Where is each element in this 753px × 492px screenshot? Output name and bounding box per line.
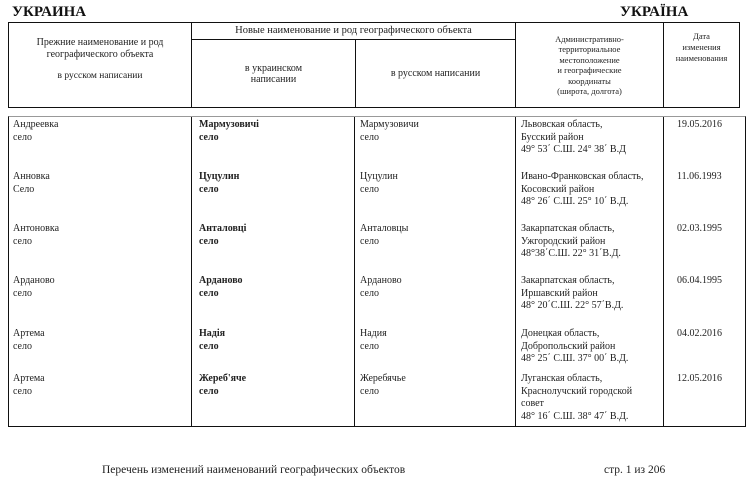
old-name-cell — [13, 223, 59, 248]
footer-title: Перечень изменений наименований географических объектов — [102, 464, 406, 476]
change-date: 02.03.1995 — [677, 223, 722, 234]
new-type-ru: село — [360, 183, 379, 195]
new-name-ua: Надія — [199, 328, 226, 339]
location-line: Добропольский район — [521, 340, 616, 352]
new-name-ru: Цуцулин — [360, 171, 398, 182]
header-old-sub: в русском написании — [57, 71, 143, 81]
old-type: село — [13, 385, 32, 397]
header-admin-line: координаты — [568, 75, 611, 86]
new-type-ru: село — [360, 131, 379, 143]
new-ua-cell — [199, 119, 259, 144]
new-name-ru: Арданово — [360, 275, 402, 286]
header-date-line: Дата — [693, 31, 710, 41]
new-name-ua: Жереб'яче — [199, 373, 247, 384]
old-name-cell — [13, 119, 58, 144]
header-new-name — [192, 23, 516, 107]
old-name: Анновка — [13, 171, 50, 182]
date-cell — [677, 275, 722, 288]
location-line: 48° 16΄ С.Ш. 38° 47΄ В.Д. — [521, 410, 629, 422]
location-cell — [521, 171, 643, 209]
new-name-ua: Цуцулин — [199, 171, 240, 182]
header-old-line1: Прежние наименование и род — [36, 37, 164, 48]
location-line: совет — [521, 398, 544, 409]
date-cell — [677, 223, 722, 236]
location-line: 48° 25΄ С.Ш. 37° 00΄ В.Д. — [521, 353, 629, 364]
new-ua-cell — [199, 171, 239, 196]
header-date — [664, 23, 739, 107]
location-line: Закарпатская область, — [521, 275, 615, 286]
new-ua-cell — [199, 328, 225, 353]
location-line: Иршавский район — [521, 287, 598, 299]
new-ru-cell — [360, 328, 387, 353]
date-cell — [677, 328, 722, 341]
new-type-ru: село — [360, 385, 379, 397]
header-admin-line: (широта, долгота) — [557, 86, 622, 96]
page-number: стр. 1 из 206 — [604, 464, 666, 476]
old-type: село — [13, 131, 32, 143]
old-name: Арданово — [13, 275, 55, 286]
location-line: Краснолучский городской — [521, 385, 633, 397]
old-type: село — [13, 235, 32, 247]
table-header — [8, 22, 740, 108]
location-cell — [521, 223, 621, 261]
date-cell — [677, 119, 722, 132]
new-ru-cell — [360, 275, 402, 300]
new-type-ua: село — [199, 183, 219, 195]
location-line: Бусский район — [521, 131, 584, 143]
new-type-ru: село — [360, 235, 379, 247]
new-ua-cell — [199, 373, 246, 398]
change-date: 12.05.2016 — [677, 373, 722, 384]
old-type: село — [13, 287, 32, 299]
new-ua-cell — [199, 275, 243, 300]
location-line: 48° 20΄С.Ш. 22° 57΄В.Д. — [521, 300, 624, 311]
location-cell — [521, 275, 623, 313]
location-line: Ужгородский район — [521, 235, 606, 247]
location-line: Луганская область, — [521, 373, 603, 384]
header-admin-line: территориальное — [558, 44, 621, 54]
header-new-ru: в русском написании — [390, 68, 481, 79]
new-type-ru: село — [360, 340, 379, 352]
new-type-ua: село — [199, 385, 219, 397]
old-type: село — [13, 340, 32, 352]
location-line: Косовский район — [521, 183, 595, 195]
header-admin-line: Административно- — [555, 33, 624, 44]
header-new-ua-line2: написании — [250, 73, 297, 85]
new-ua-cell — [199, 223, 246, 248]
new-ru-cell — [360, 171, 398, 196]
old-name: Антоновка — [13, 223, 60, 234]
header-admin-line: местоположение — [559, 54, 620, 65]
new-name-ru: Надия — [360, 328, 387, 339]
new-type-ru: село — [360, 287, 379, 299]
new-name-ua: Арданово — [199, 275, 243, 286]
old-name-cell — [13, 275, 55, 300]
location-cell — [521, 119, 626, 157]
old-name-cell — [13, 373, 45, 398]
new-name-ua: Анталовці — [199, 223, 247, 234]
location-line: Закарпатская область, — [521, 223, 615, 234]
header-new-title: Новые наименование и род географического объекта — [192, 23, 515, 40]
new-name-ru: Анталовцы — [360, 223, 409, 234]
date-cell — [677, 171, 722, 184]
new-ru-cell — [360, 373, 406, 398]
old-name-cell — [13, 328, 45, 353]
header-admin-location — [516, 23, 664, 107]
location-line: 48° 26΄ С.Ш. 25° 10΄ В.Д. — [521, 196, 629, 207]
country-title-ru: УКРАИНА — [12, 4, 87, 20]
new-ru-cell — [360, 119, 419, 144]
old-type: Село — [13, 183, 35, 195]
change-date: 11.06.1993 — [677, 171, 722, 182]
header-admin-line: и географические — [557, 65, 622, 75]
new-type-ua: село — [199, 235, 219, 247]
change-date: 06.04.1995 — [677, 275, 722, 286]
location-line: Донецкая область, — [521, 328, 600, 339]
header-new-ua-line1: в украинском — [244, 62, 303, 74]
new-type-ua: село — [199, 131, 219, 143]
new-ru-cell — [360, 223, 408, 248]
new-name-ru: Жеребячье — [360, 373, 406, 384]
location-cell — [521, 328, 628, 366]
location-line: Львовская область, — [521, 119, 603, 130]
header-date-line: наименования — [675, 53, 728, 63]
old-name: Андреевка — [13, 119, 59, 130]
location-cell — [521, 373, 632, 423]
new-type-ua: село — [199, 340, 219, 352]
new-type-ua: село — [199, 287, 219, 299]
change-date: 19.05.2016 — [677, 119, 722, 130]
new-name-ua: Мармузовичі — [199, 119, 259, 130]
old-name: Артема — [13, 328, 45, 339]
change-date: 04.02.2016 — [677, 328, 722, 339]
location-line: Ивано-Франковская область, — [521, 171, 644, 182]
old-name-cell — [13, 171, 50, 196]
new-name-ru: Мармузовичи — [360, 119, 419, 130]
data-table — [8, 116, 746, 427]
old-name: Артема — [13, 373, 45, 384]
header-date-line: изменения — [682, 42, 721, 52]
header-new-ua — [192, 40, 356, 107]
table-rows — [9, 117, 745, 426]
header-old-line2: географического объекта — [46, 49, 154, 60]
location-line: 49° 53΄ С.Ш. 24° 38΄ В.Д — [521, 144, 626, 155]
date-cell — [677, 373, 722, 386]
location-line: 48°38΄С.Ш. 22° 31΄В.Д. — [521, 248, 621, 259]
country-title-ua: УКРАЇНА — [620, 4, 689, 20]
header-old-name — [9, 23, 192, 107]
